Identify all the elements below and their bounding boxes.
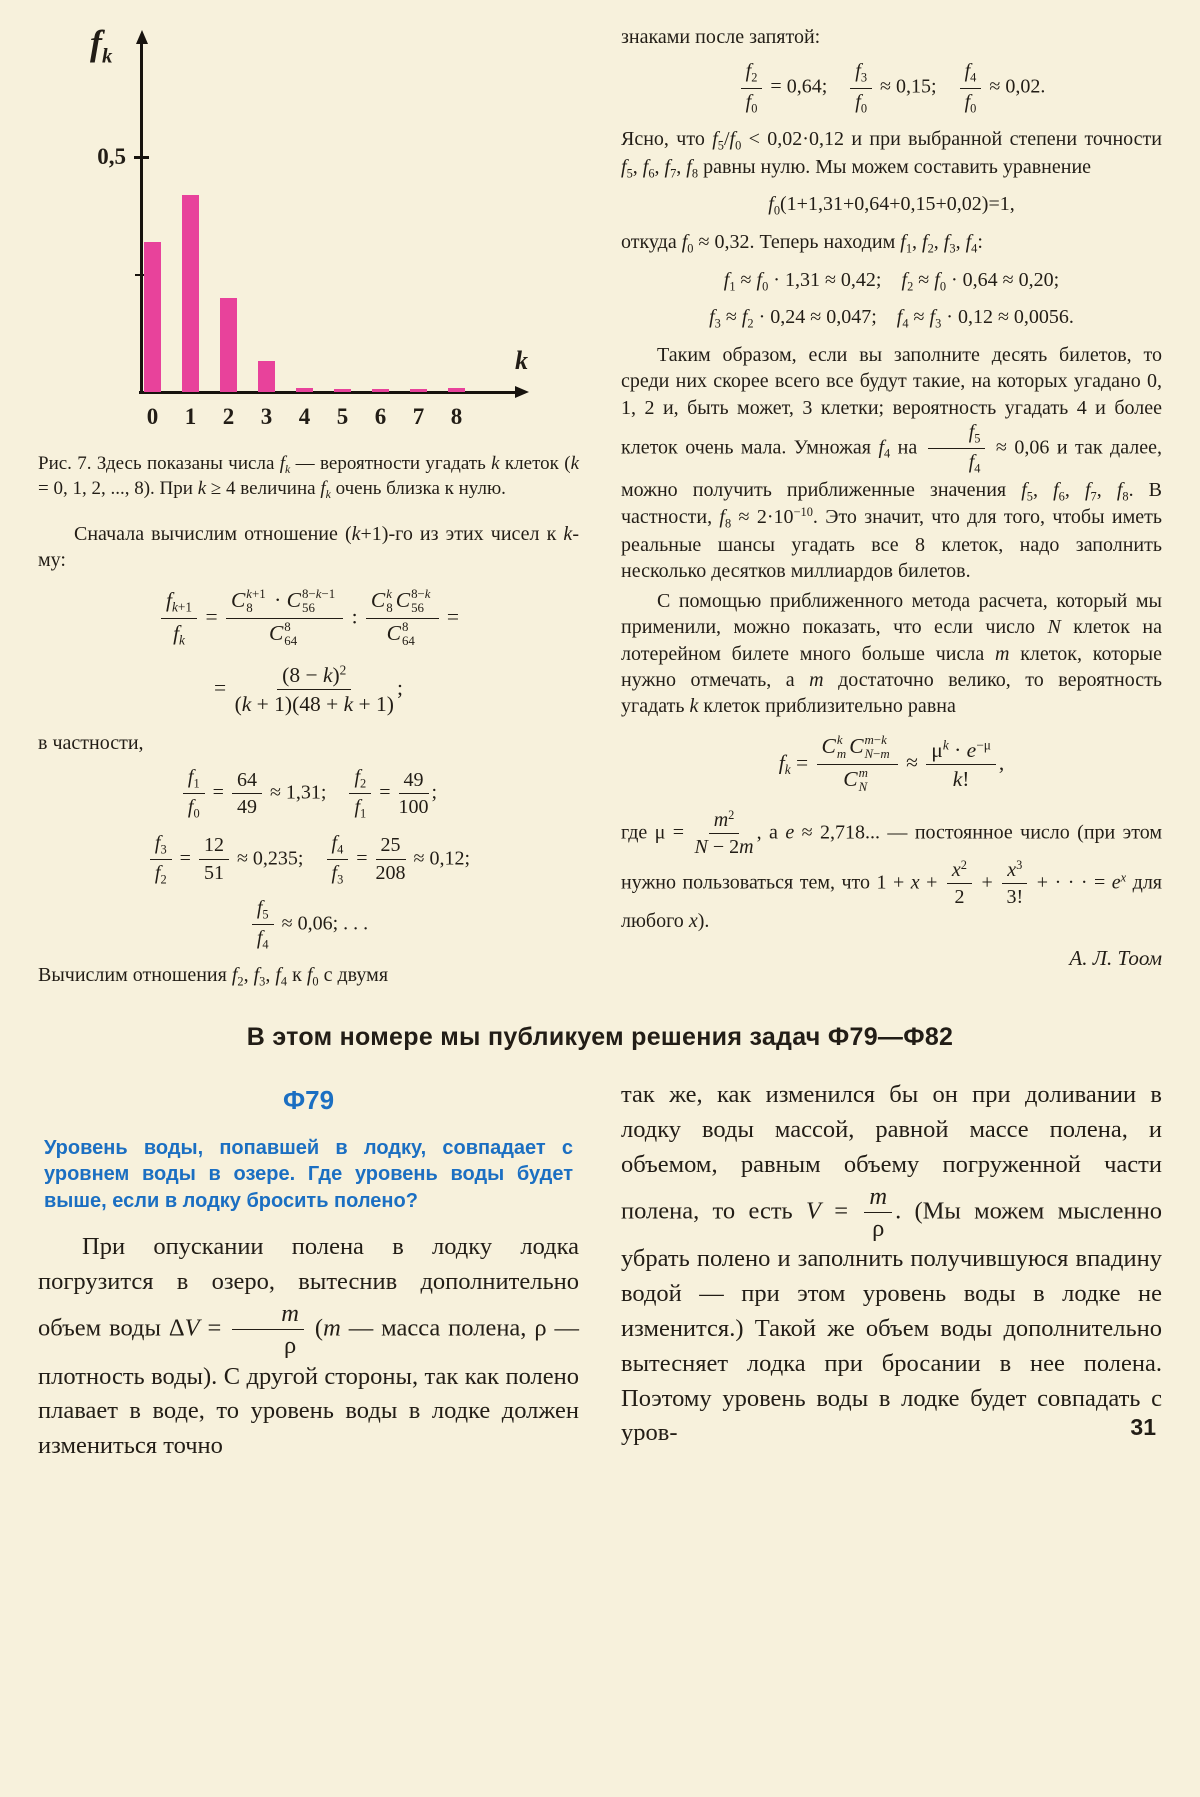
chart-x-tick-label-3: 3 [260,403,273,429]
display-equation: $f_0(1+1,31+0,64+0,15+0,02)=1$, [768,193,1015,218]
author-signature: А. Л. Тоом [1069,945,1162,970]
display-f-values-1: $f_1 \approx f_0 \cdot 1,31 \approx 0,42$; $f_2 \approx f_0 \cdot 0,64 \approx 0,20$; [723,268,1060,293]
chart-bar-4 [296,388,313,392]
solution-text-left: При опускании полена в лодку лодка погрузится в озеро, вытеснив дополнительно объем воды ΔV = $\frac{m}{\rho}$ (m — масса полена, ρ — плотность воды). С другой стороны, так как полено плавает в воде, то уровень воды в лодке должен измениться точно [38,1233,580,1460]
paragraph-lead: знаками после запятой: [621,26,821,48]
figure-7 [38,24,579,503]
chart-y-axis-label: $f_k$ [90,23,113,68]
chart-y-tick-05 [134,156,149,159]
chart-y-tick-label: 0,5 [97,143,126,169]
display-formula-ratios-3: $\frac{f_5}{f_4}$ ≈ 0,06; . . . [38,897,579,952]
paragraph-5: где μ = $\frac{m^2}{N - 2m}$ , а e ≈ 2,718... — постоянное число (при этом нужно пользоваться тем, что 1 + x + $\frac{x^2}{2}$ + $\frac{x^3}{3!}$ + · · · = $e^x$ для любого x). [621,807,1162,933]
chart-x-tick-label-5: 5 [336,403,349,429]
chart-x-tick-label-7: 7 [412,403,425,429]
display-formula-ratio-general-2: = $\frac{(8 - k)^2}{(k + 1)(48 + k + 1)}$ ; [214,662,403,716]
section-heading: В этом номере мы публикуем решения задач Ф79—Ф82 [246,1023,954,1052]
display-formula-ratios-2: $\frac{f_3}{f_2}$ = $\frac{12}{51}$ ≈ 0,235; $\frac{f_4}{f_3}$ = $\frac{25}{208}$ ≈ 0,12; [38,832,579,887]
solution-left-column [38,1078,579,1467]
paragraph-2: откуда $f_0 \approx 0,32$. Теперь находим $f_1$, $f_2$, $f_3$, $f_4$: [621,230,983,256]
paragraph-outro: Вычислим отношения $f_2$, $f_3$, $f_4$ к $f_0$ с двумя [38,964,389,989]
display-f-values-2: $f_3 \approx f_2 \cdot 0,24 \approx 0,047$; $f_4 \approx f_3 \cdot 0,12 \approx 0,0056$. [709,306,1074,331]
chart-x-tick-label-6: 6 [374,403,387,429]
chart-bar-0 [144,242,161,392]
chart-bar-1 [182,195,199,392]
chart-bar-2 [220,298,237,392]
display-formula-approximation: $f_k$ = C k m C m−k N−m C m N ≈ $\frac{\mu^k \cdot e^{-\mu}}{k!}$ , [778,732,1005,794]
chart-y-axis-arrow [136,30,148,44]
problem-statement: Уровень воды, попавшей в лодку, совпадает с уровнем воды в озере. Где уровень воды будет выше, если в лодку бросить полено? [44,1137,573,1212]
display-formula-ratio-general-1: $\frac{f_{k+1}}{f_k}$ = C k+1 8 · C 8−k−1 56 C 8 64 : C k 8 C 8−k 56 C 8 64 = [38,588,579,649]
chart-bar-7 [410,389,427,392]
chart-x-axis-arrow [515,386,529,398]
chart-bar-8 [448,388,465,392]
solution-right-column [621,1078,1162,1467]
chart-y-axis [140,42,143,394]
chart-x-tick-label-4: 4 [298,403,311,429]
paragraph-intro: Сначала вычислим отношение (k+1)-го из этих чисел к k-му: [38,522,579,572]
top-section [38,24,1162,993]
paragraph-4: С помощью приближенного метода расчета, который мы применили, можно показать, что если число N клеток на лотерейном билете много больше числа m клеток, которые нужно отмечать, а m достаточно велико, то вероятность угадать k клеток приблизительно равна [621,589,1162,718]
right-column [621,24,1162,993]
display-formula-ratios-1: $\frac{f_1}{f_0}$ = $\frac{64}{49}$ ≈ 1,31; $\frac{f_2}{f_1}$ = $\frac{49}{100}$ ; [38,766,579,821]
chart-x-tick-label-0: 0 [146,403,159,429]
solution-text-right: так же, как изменился бы он при доливании в лодку воды массой, равной массе полена, и объемом, равным объему погруженной части полена, то есть V = $\frac{m}{\rho}$ . (Мы можем мысленно убрать полено и заполнить получившуюся впадину водой — при этом уровень воды в лодке не изменится.) Такой же объем воды дополнительно вытесняет лодка при бросании в нее полена. Поэтому уровень воды в лодке будет совпадать с уров- [621,1081,1162,1447]
paragraph-3: Таким образом, если вы заполните десять билетов, то среди них скорее всего все будут такие, на которых угадано 0, 1, 2 и, быть может, 3 клетки; вероятность угадать 4 и более клеток очень мала. Умножая $f_4$ на $\frac{f_5}{f_4}$ ≈ 0,06 и так далее, можно получить приближенные значения $f_5$, $f_6$, $f_7$, $f_8$. В частности, $f_8 \approx 2\cdot 10^{-10}$. Это значит, что для того, чтобы иметь реальные шансы угадать все 8 клеток, надо заполнить несколько десятков миллиардов билетов. [621,344,1163,583]
chart-bar-5 [334,389,351,392]
solutions-section [38,1078,1162,1467]
chart-x-tick-label-2: 2 [222,403,235,429]
left-column [38,24,579,993]
chart-x-tick-label-1: 1 [184,403,197,429]
chart-x-axis-label: k [515,345,528,375]
figure-caption: Рис. 7. Здесь показаны числа $f_k$ — вероятности угадать k клеток (k = 0, 1, 2, ..., 8). При k ≥ 4 величина $f_k$ очень близка к нулю. [38,453,579,502]
figure-chart [52,24,572,442]
chart-bar-3 [258,361,275,392]
chart-bar-6 [372,389,389,392]
chart-x-tick-label-8: 8 [450,403,463,429]
problem-number: Ф79 [282,1085,335,1116]
page-number: 31 [1130,1414,1156,1441]
display-formula-decimal-ratios: $\frac{f_2}{f_0}$ = 0,64; $\frac{f_3}{f_0}$ ≈ 0,15; $\frac{f_4}{f_0}$ ≈ 0,02. [621,60,1162,115]
paragraph-in-particular: в частности, [38,731,144,754]
paragraph-1: Ясно, что $f_5/f_0 < 0,02\cdot 0,12$ и при выбранной степени точности $f_5$, $f_6$, $f_7$, $f_8$ равны нулю. Мы можем составить уравнение [621,127,1162,180]
